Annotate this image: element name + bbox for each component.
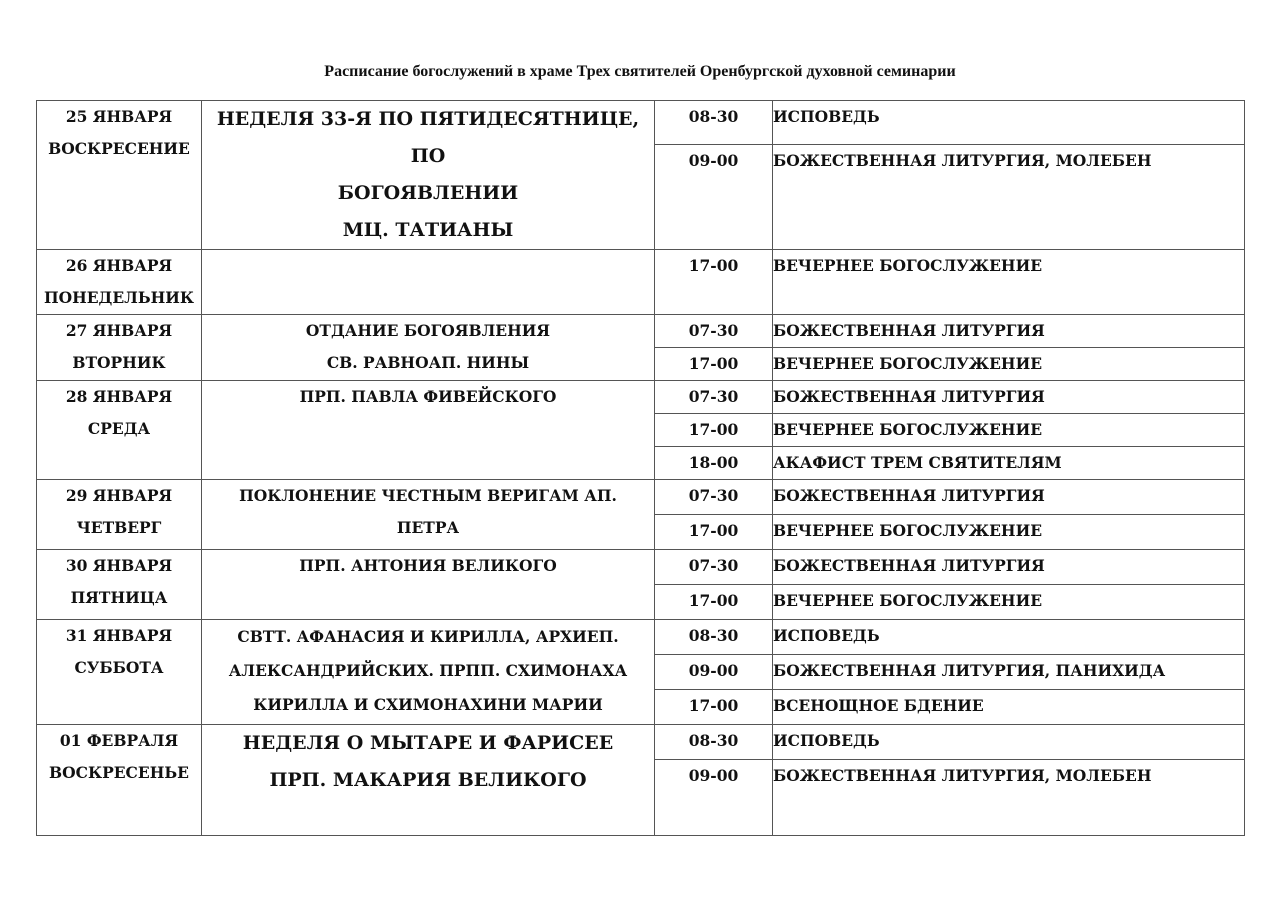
service-time: 09-00: [655, 145, 773, 250]
date-label: 28 ЯНВАРЯ: [65, 387, 173, 406]
feast-cell: [202, 381, 655, 480]
date-cell: [37, 550, 202, 620]
service-name: ИСПОВЕДЬ: [773, 725, 1245, 760]
feast-cell: [202, 315, 655, 381]
date-cell: [37, 620, 202, 725]
schedule-row: [37, 315, 1245, 348]
weekday-label: ВОСКРЕСЕНЬЕ: [49, 763, 189, 782]
feast-cell: [202, 725, 655, 836]
weekday-label: ВТОРНИК: [72, 353, 166, 372]
weekday-label: ЧЕТВЕРГ: [76, 518, 162, 537]
schedule-row: [37, 250, 1245, 315]
feast-line: СВ. РАВНОАП. НИНЫ: [326, 353, 530, 372]
date-cell: [37, 250, 202, 315]
service-name: БОЖЕСТВЕННАЯ ЛИТУРГИЯ, МОЛЕБЕН: [773, 760, 1245, 836]
service-name: ВЕЧЕРНЕЕ БОГОСЛУЖЕНИЕ: [773, 585, 1245, 620]
service-name: БОЖЕСТВЕННАЯ ЛИТУРГИЯ, МОЛЕБЕН: [773, 145, 1245, 250]
service-name: БОЖЕСТВЕННАЯ ЛИТУРГИЯ: [773, 550, 1245, 585]
date-label: 27 ЯНВАРЯ: [65, 321, 173, 340]
date-cell: [37, 101, 202, 250]
service-time: 08-30: [655, 620, 773, 655]
service-name: ИСПОВЕДЬ: [773, 620, 1245, 655]
service-time: 07-30: [655, 381, 773, 414]
feast-cell: [202, 620, 655, 725]
weekday-label: ВОСКРЕСЕНИЕ: [48, 139, 190, 158]
service-time: 17-00: [655, 348, 773, 381]
schedule-body: [37, 101, 1245, 836]
service-name: ВЕЧЕРНЕЕ БОГОСЛУЖЕНИЕ: [773, 348, 1245, 381]
weekday-label: ПЯТНИЦА: [70, 588, 168, 607]
service-time: 17-00: [655, 515, 773, 550]
date-label: 01 ФЕВРАЛЯ: [59, 731, 179, 750]
feast-line: СВТТ. АФАНАСИЯ И КИРИЛЛА, АРХИЕП.: [237, 627, 619, 646]
date-cell: [37, 725, 202, 836]
service-time: 17-00: [655, 250, 773, 315]
date-label: 31 ЯНВАРЯ: [65, 626, 173, 645]
feast-cell: [202, 480, 655, 550]
schedule-row: [37, 101, 1245, 145]
feast-line: ПРП. ПАВЛА ФИВЕЙСКОГО: [299, 387, 557, 406]
service-name: БОЖЕСТВЕННАЯ ЛИТУРГИЯ, ПАНИХИДА: [773, 655, 1245, 690]
service-time: 07-30: [655, 315, 773, 348]
service-name: ВСЕНОЩНОЕ БДЕНИЕ: [773, 690, 1245, 725]
feast-line: ПРП. АНТОНИЯ ВЕЛИКОГО: [299, 556, 557, 575]
schedule-row: [37, 480, 1245, 515]
date-label: 25 ЯНВАРЯ: [65, 107, 173, 126]
service-time: 09-00: [655, 655, 773, 690]
feast-line: ПРП. МАКАРИЯ ВЕЛИКОГО: [269, 769, 587, 791]
feast-line: НЕДЕЛЯ О МЫТАРЕ И ФАРИСЕЕ: [242, 732, 614, 754]
schedule-row: [37, 550, 1245, 585]
date-label: 30 ЯНВАРЯ: [65, 556, 173, 575]
service-name: ВЕЧЕРНЕЕ БОГОСЛУЖЕНИЕ: [773, 414, 1245, 447]
weekday-label: ПОНЕДЕЛЬНИК: [43, 288, 195, 307]
feast-line: АЛЕКСАНДРИЙСКИХ. ПРПП. СХИМОНАХА: [228, 661, 628, 680]
schedule-row: [37, 381, 1245, 414]
service-time: 07-30: [655, 550, 773, 585]
feast-cell: [202, 550, 655, 620]
service-name: ВЕЧЕРНЕЕ БОГОСЛУЖЕНИЕ: [773, 250, 1245, 315]
service-time: 17-00: [655, 585, 773, 620]
weekday-label: СРЕДА: [87, 419, 151, 438]
date-cell: [37, 381, 202, 480]
date-label: 26 ЯНВАРЯ: [65, 256, 173, 275]
service-name: БОЖЕСТВЕННАЯ ЛИТУРГИЯ: [773, 480, 1245, 515]
service-name: ИСПОВЕДЬ: [773, 101, 1245, 145]
feast-line: НЕДЕЛЯ 33-Я ПО ПЯТИДЕСЯТНИЦЕ, ПО: [216, 108, 640, 167]
feast-line: МЦ. ТАТИАНЫ: [342, 219, 514, 241]
date-cell: [37, 480, 202, 550]
date-cell: [37, 315, 202, 381]
service-time: 09-00: [655, 760, 773, 836]
schedule-row: [37, 725, 1245, 760]
feast-line: ПОКЛОНЕНИЕ ЧЕСТНЫМ ВЕРИГАМ АП.: [239, 486, 617, 505]
service-time: 17-00: [655, 414, 773, 447]
schedule-table: [36, 100, 1245, 836]
service-name: БОЖЕСТВЕННАЯ ЛИТУРГИЯ: [773, 315, 1245, 348]
schedule-row: [37, 620, 1245, 655]
service-time: 08-30: [655, 101, 773, 145]
weekday-label: СУББОТА: [74, 658, 164, 677]
service-time: 07-30: [655, 480, 773, 515]
feast-line: ПЕТРА: [396, 518, 460, 537]
page-title: Расписание богослужений в храме Трех святителей Оренбургской духовной семинарии: [324, 63, 956, 80]
service-name: ВЕЧЕРНЕЕ БОГОСЛУЖЕНИЕ: [773, 515, 1245, 550]
feast-line: КИРИЛЛА И СХИМОНАХИНИ МАРИИ: [253, 695, 603, 714]
service-name: БОЖЕСТВЕННАЯ ЛИТУРГИЯ: [773, 381, 1245, 414]
feast-cell: [202, 101, 655, 250]
feast-cell: [202, 250, 655, 315]
service-time: 17-00: [655, 690, 773, 725]
feast-line: ОТДАНИЕ БОГОЯВЛЕНИЯ: [305, 321, 551, 340]
service-time: 18-00: [655, 447, 773, 480]
service-time: 08-30: [655, 725, 773, 760]
date-label: 29 ЯНВАРЯ: [65, 486, 173, 505]
feast-line: БОГОЯВЛЕНИИ: [337, 182, 519, 204]
service-name: АКАФИСТ ТРЕМ СВЯТИТЕЛЯМ: [773, 447, 1245, 480]
